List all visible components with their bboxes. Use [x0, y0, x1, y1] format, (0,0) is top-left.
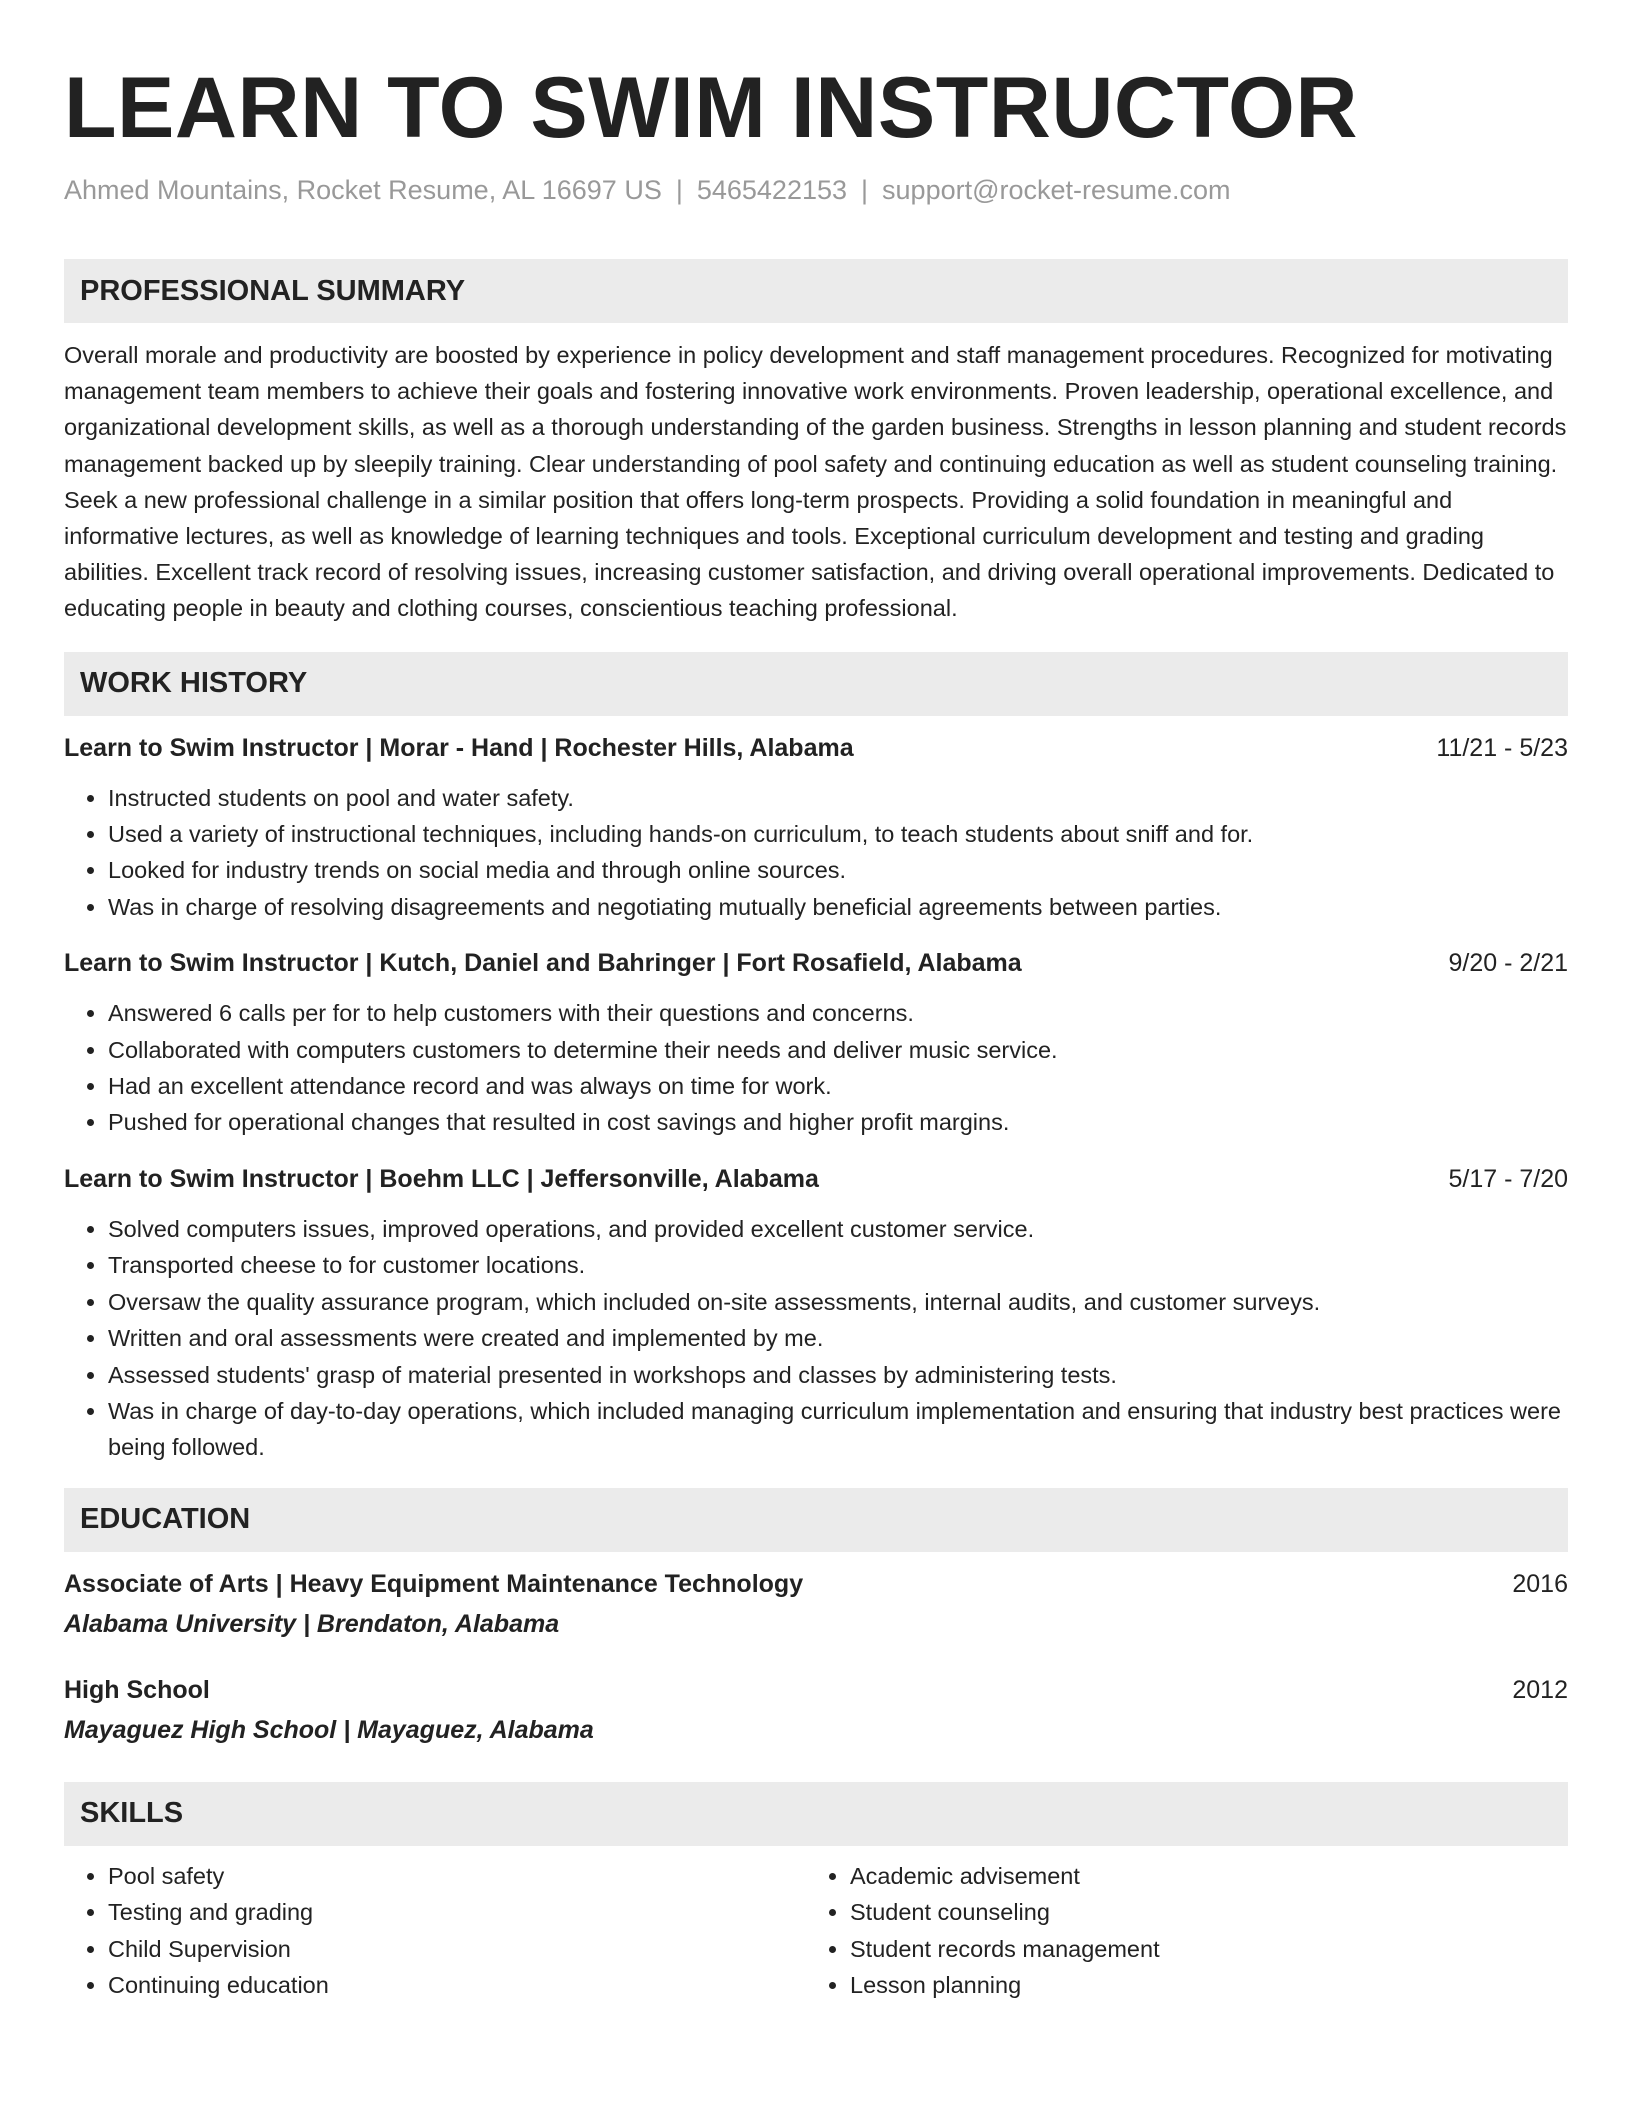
education-year: 2016 — [1512, 1569, 1568, 1598]
job-bullets — [64, 995, 1568, 1141]
job-title-row — [64, 945, 1568, 981]
job-bullet: • Instructed students on pool and water safety. — [108, 780, 1568, 816]
skills-columns — [64, 1858, 1568, 2004]
job-bullet: • Had an excellent attendance record and was always on time for work. — [108, 1068, 1568, 1104]
skill-item: • Continuing education — [108, 1967, 806, 2003]
job-dates: 5/17 - 7/20 — [1448, 1164, 1568, 1193]
education-school: Alabama University | Brendaton, Alabama — [64, 1609, 560, 1638]
job-bullets — [64, 780, 1568, 926]
contact-separator: | — [675, 175, 683, 205]
section-header-education: EDUCATION — [64, 1488, 1568, 1552]
job-bullet: • Assessed students' grasp of material presented in workshops and classes by administering tests. — [108, 1357, 1568, 1393]
education-school: Mayaguez High School | Mayaguez, Alabama — [64, 1715, 594, 1744]
job-bullet: • Collaborated with computers customers to determine their needs and deliver music service. — [108, 1032, 1568, 1068]
education-entry — [64, 1672, 1568, 1748]
section-header-work-history: WORK HISTORY — [64, 652, 1568, 716]
skill-item: • Lesson planning — [850, 1967, 1548, 2003]
resume-content — [64, 0, 1568, 2003]
skill-item: • Student records management — [850, 1931, 1548, 1967]
skill-item: • Testing and grading — [108, 1894, 806, 1930]
job-title: Learn to Swim Instructor | Kutch, Daniel and Bahringer | Fort Rosafield, Alabama — [64, 949, 1022, 978]
section-header-summary: PROFESSIONAL SUMMARY — [64, 259, 1568, 323]
job-bullet: • Solved computers issues, improved operations, and provided excellent customer service. — [108, 1211, 1568, 1247]
contact-line — [64, 172, 1568, 208]
job-title: Learn to Swim Instructor | Morar - Hand | Rochester Hills, Alabama — [64, 733, 854, 762]
contact-email: support@rocket-resume.com — [882, 175, 1231, 205]
contact-address: Ahmed Mountains, Rocket Resume, AL 16697 US — [64, 175, 662, 205]
job-title-row — [64, 1161, 1568, 1197]
job-dates: 11/21 - 5/23 — [1436, 733, 1568, 762]
job-bullet: • Was in charge of resolving disagreements and negotiating mutually beneficial agreements between parties. — [108, 889, 1568, 925]
contact-phone: 5465422153 — [696, 175, 848, 205]
skills-column-right — [806, 1858, 1548, 2004]
section-header-skills: SKILLS — [64, 1782, 1568, 1846]
job-bullet: • Used a variety of instructional techniques, including hands-on curriculum, to teach students about sniff and for. — [108, 816, 1568, 852]
job-bullet: • Was in charge of day-to-day operations, which included managing curriculum implementation and ensuring that industry best practices were being followed. — [108, 1393, 1568, 1466]
education-year: 2012 — [1512, 1675, 1568, 1704]
job-entry — [64, 1161, 1568, 1466]
contact-separator: | — [861, 175, 869, 205]
job-entry — [64, 730, 1568, 926]
candidate-name: LEARN TO SWIM INSTRUCTOR — [64, 60, 1359, 156]
job-bullet: • Answered 6 calls per for to help customers with their questions and concerns. — [108, 995, 1568, 1031]
skills-list — [806, 1858, 1548, 2004]
job-bullet: • Written and oral assessments were created and implemented by me. — [108, 1320, 1568, 1356]
job-title: Learn to Swim Instructor | Boehm LLC | Jeffersonville, Alabama — [64, 1164, 819, 1193]
job-dates: 9/20 - 2/21 — [1448, 949, 1568, 978]
education-degree: Associate of Arts | Heavy Equipment Maintenance Technology — [64, 1569, 804, 1598]
skill-item: • Child Supervision — [108, 1931, 806, 1967]
education-degree: High School — [64, 1675, 210, 1704]
job-bullet: • Pushed for operational changes that resulted in cost savings and higher profit margins. — [108, 1104, 1568, 1140]
job-bullet: • Looked for industry trends on social media and through online sources. — [108, 852, 1568, 888]
skill-item: • Student counseling — [850, 1894, 1548, 1930]
summary-text: Overall morale and productivity are boosted by experience in policy development and staff management procedures. Recognized for motivating management team members to achieve their goals and fostering innovative work environments. Proven leadership, operational excellence, and organizational development skills, as well as a thorough understanding of the garden business. Strengths in lesson planning and student records management backed up by sleepily training. Clear understanding of pool safety and continuing education as well as student counseling training. Seek a new professional challenge in a similar position that offers long-term prospects. Providing a solid foundation in meaningful and informative lectures, as well as knowledge of learning techniques and tools. Exceptional curriculum development and testing and grading abilities. Excellent track record of resolving issues, increasing customer satisfaction, and driving overall operational improvements. Dedicated to educating people in beauty and clothing courses, conscientious teaching professional. — [64, 342, 1567, 622]
education-title-row — [64, 1566, 1568, 1602]
job-bullets — [64, 1211, 1568, 1466]
job-bullet: • Oversaw the quality assurance program, which included on-site assessments, internal audits, and customer surveys. — [108, 1284, 1568, 1320]
education-title-row — [64, 1672, 1568, 1708]
job-entry — [64, 945, 1568, 1141]
skill-item: • Academic advisement — [850, 1858, 1548, 1894]
job-title-row — [64, 730, 1568, 766]
skill-item: • Pool safety — [108, 1858, 806, 1894]
skills-column-left — [64, 1858, 806, 2004]
job-bullet: • Transported cheese to for customer locations. — [108, 1247, 1568, 1283]
education-entry — [64, 1566, 1568, 1642]
skills-list — [64, 1858, 806, 2004]
